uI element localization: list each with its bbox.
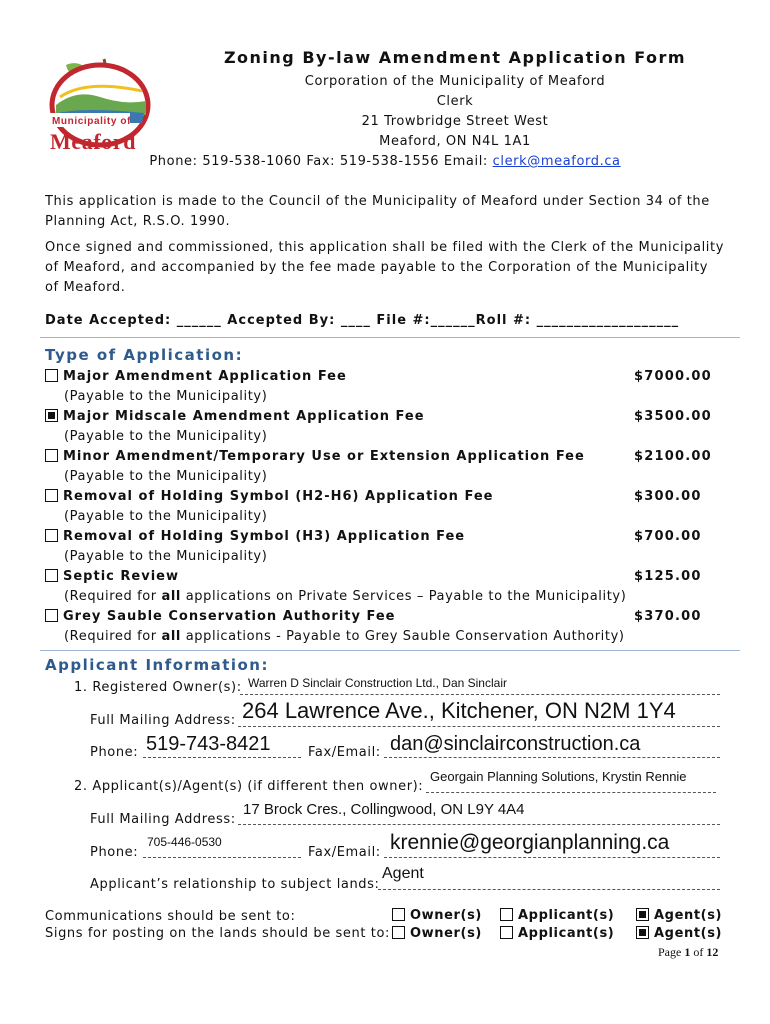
owner-label: 1. Registered Owner(s): — [74, 680, 242, 695]
owner-phone-label: Phone: — [90, 745, 139, 760]
contact-line — [0, 154, 770, 169]
signs-owner-option[interactable]: Owner(s) — [392, 926, 482, 941]
logo-text-small: Municipality of — [52, 116, 131, 127]
signs-applicant-option[interactable]: Applicant(s) — [500, 926, 614, 941]
fee-note: (Payable to the Municipality) — [64, 389, 268, 404]
section-divider — [40, 337, 740, 338]
fee-checkbox[interactable] — [45, 569, 58, 582]
signs-applicant-checkbox[interactable] — [500, 926, 513, 939]
owner-email-value: dan@sinclairconstruction.ca — [390, 733, 641, 755]
comm-applicant-checkbox[interactable] — [500, 908, 513, 921]
org-name: Corporation of the Municipality of Meaford — [304, 74, 606, 89]
agent-fax-label: Fax/Email: — [308, 845, 381, 860]
fee-note — [64, 629, 625, 644]
section-divider — [40, 650, 740, 651]
fee-amount: $125.00 — [634, 569, 702, 584]
fee-amount: $2100.00 — [634, 449, 712, 464]
city-address: Meaford, ON N4L 1A1 — [379, 134, 531, 149]
fee-label: Minor Amendment/Temporary Use or Extension Application Fee — [63, 449, 585, 464]
comm-owner-option[interactable]: Owner(s) — [392, 908, 482, 923]
fee-option[interactable] — [45, 609, 396, 624]
agent-phone-label: Phone: — [90, 845, 139, 860]
clerk-email-link[interactable]: clerk@meaford.ca — [492, 154, 621, 169]
type-of-application-heading: Type of Application: — [45, 346, 244, 364]
relationship-field[interactable] — [378, 875, 720, 890]
fee-note-text: (Required for — [64, 629, 162, 644]
fee-checkbox[interactable] — [45, 489, 58, 502]
fee-option[interactable] — [45, 569, 179, 584]
intro-paragraph-1: This application is made to the Council of the Municipality of Meaford under Section 34 of the Planning Act, R.S.O. 1990. — [45, 194, 710, 229]
fee-note-emphasis: all — [161, 629, 181, 644]
fee-note: (Payable to the Municipality) — [64, 429, 268, 444]
fee-checkbox[interactable] — [45, 449, 58, 462]
fee-option[interactable] — [45, 529, 465, 544]
fee-note-text: (Required for — [64, 589, 162, 604]
fee-note-emphasis: all — [161, 589, 181, 604]
fee-note: (Payable to the Municipality) — [64, 509, 268, 524]
fee-amount: $700.00 — [634, 529, 702, 544]
signs-agent-checkbox[interactable] — [636, 926, 649, 939]
fee-option[interactable] — [45, 449, 585, 464]
form-title: Zoning By-law Amendment Application Form — [223, 48, 687, 67]
contact-text: Phone: 519-538-1060 Fax: 519-538-1556 Email: — [149, 154, 493, 169]
owner-address-value: 264 Lawrence Ave., Kitchener, ON N2M 1Y4 — [242, 698, 676, 723]
fee-checkbox[interactable] — [45, 409, 58, 422]
agent-phone-value: 705-446-0530 — [147, 835, 222, 849]
office-name: Clerk — [436, 94, 474, 109]
signs-label: Signs for posting on the lands should be sent to: — [45, 926, 390, 941]
relationship-label: Applicant’s relationship to subject lands: — [90, 877, 380, 892]
signs-owner-checkbox[interactable] — [392, 926, 405, 939]
agent-address-value: 17 Brock Cres., Collingwood, ON L9Y 4A4 — [243, 801, 525, 818]
fee-label: Major Amendment Application Fee — [63, 369, 347, 384]
relationship-value: Agent — [382, 865, 424, 882]
fee-label: Removal of Holding Symbol (H2-H6) Application Fee — [63, 489, 494, 504]
street-address: 21 Trowbridge Street West — [361, 114, 549, 129]
fee-label: Septic Review — [63, 569, 179, 584]
comm-agent-checkbox[interactable] — [636, 908, 649, 921]
fee-label: Grey Sauble Conservation Authority Fee — [63, 609, 396, 624]
logo-text-large: Meaford — [50, 129, 137, 153]
fee-option[interactable] — [45, 409, 425, 424]
intro-paragraph-2: Once signed and commissioned, this application shall be filed with the Clerk of the Municipality of Meaford, and accompanied by the fee made payable to the Corporation of the Municipality of Meaford. — [45, 240, 724, 295]
comm-owner-checkbox[interactable] — [392, 908, 405, 921]
owner-mailing-label: Full Mailing Address: — [90, 713, 236, 728]
fee-amount: $3500.00 — [634, 409, 712, 424]
applicant-information-heading: Applicant Information: — [45, 656, 269, 674]
agent-value: Georgain Planning Solutions, Krystin Rennie — [430, 769, 687, 784]
fee-amount: $300.00 — [634, 489, 702, 504]
fee-note-text: applications - Payable to Grey Sauble Conservation Authority) — [180, 629, 625, 644]
page-number: Page 1 of 12 — [658, 945, 719, 959]
fee-note: (Payable to the Municipality) — [64, 469, 268, 484]
owner-value: Warren D Sinclair Construction Ltd., Dan Sinclair — [248, 676, 507, 690]
fee-amount: $370.00 — [634, 609, 702, 624]
owner-fax-label: Fax/Email: — [308, 745, 381, 760]
fee-checkbox[interactable] — [45, 369, 58, 382]
fee-option[interactable] — [45, 369, 347, 384]
fee-label: Removal of Holding Symbol (H3) Application Fee — [63, 529, 466, 544]
fee-label: Major Midscale Amendment Application Fee — [63, 409, 425, 424]
owner-phone-value: 519-743-8421 — [146, 733, 271, 755]
signs-agent-option[interactable]: Agent(s) — [636, 926, 722, 941]
fee-note-text: applications on Private Services – Payable to the Municipality) — [180, 589, 627, 604]
office-use-line: Date Accepted: ______ Accepted By: ____ File #:______Roll #: ___________________ — [45, 313, 680, 328]
fee-note: (Payable to the Municipality) — [64, 549, 268, 564]
fee-amount: $7000.00 — [634, 369, 712, 384]
comm-applicant-option[interactable]: Applicant(s) — [500, 908, 614, 923]
agent-label: 2. Applicant(s)/Agent(s) (if different then owner): — [74, 779, 424, 794]
agent-mailing-label: Full Mailing Address: — [90, 812, 236, 827]
agent-email-value: krennie@georgianplanning.ca — [390, 831, 670, 854]
fee-note — [64, 589, 626, 604]
fee-option[interactable] — [45, 489, 493, 504]
fee-checkbox[interactable] — [45, 529, 58, 542]
fee-checkbox[interactable] — [45, 609, 58, 622]
communications-label: Communications should be sent to: — [45, 909, 296, 924]
comm-agent-option[interactable]: Agent(s) — [636, 908, 722, 923]
